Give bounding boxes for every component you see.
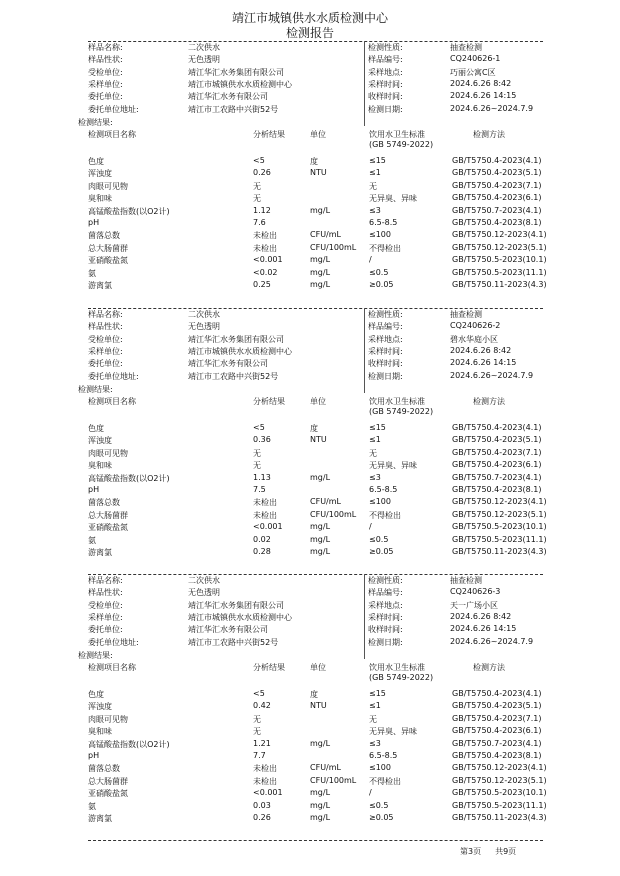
value-inspected-unit: 靖江华汇水务集团有限公司 — [188, 334, 284, 344]
table-row — [88, 230, 547, 242]
column-rule — [364, 574, 365, 659]
value-client-address: 靖江市工农路中兴街52号 — [188, 637, 279, 647]
section-divider — [88, 840, 543, 841]
cell-result: <0.001 — [253, 788, 283, 798]
cell-result: 未检出 — [253, 243, 277, 253]
cell-item-name: 浑浊度 — [88, 702, 112, 712]
label-sample-trait: 样品性状: — [88, 55, 123, 65]
table-row — [88, 546, 547, 559]
col-standard: 饮用水卫生标准 — [369, 663, 425, 672]
label-client-address: 委托单位地址: — [88, 637, 139, 647]
page-number: 第3页 — [460, 847, 482, 856]
value-client-unit: 靖江华汇水务有限公司 — [188, 625, 268, 635]
sample-info — [78, 575, 543, 682]
cell-unit: mg/L — [310, 267, 331, 277]
cell-result: 无 — [253, 727, 261, 737]
cell-standard: ≤3 — [369, 205, 381, 215]
cell-result: <0.001 — [253, 522, 283, 532]
cell-standard: 不得检出 — [369, 776, 401, 786]
table-row — [88, 255, 547, 267]
cell-standard: ≤100 — [369, 763, 391, 773]
value-sampling-time: 2024.6.26 8:42 — [450, 345, 512, 355]
cell-item-name: 肉眼可见物 — [88, 714, 128, 724]
cell-item-name: 菌落总数 — [88, 498, 120, 508]
table-row — [88, 689, 543, 701]
sample-section — [78, 575, 547, 825]
label-receive-time: 收样时间: — [368, 359, 403, 369]
cell-standard: 6.5-8.5 — [369, 217, 398, 227]
cell-method: GB/T5750.4-2023(7.1) — [452, 180, 542, 190]
cell-item-name: 高锰酸盐指数(以O2计) — [88, 206, 170, 216]
col-result: 分析结果 — [253, 397, 285, 406]
table-row — [88, 788, 547, 800]
table-row — [88, 435, 543, 447]
table-row — [88, 181, 543, 193]
cell-unit: CFU/mL — [310, 763, 341, 773]
cell-standard: ≤15 — [369, 689, 386, 698]
cell-standard: 无异臭、异味 — [369, 194, 417, 204]
col-standard-sub: (GB 5749-2022) — [369, 140, 434, 149]
cell-standard: 6.5-8.5 — [369, 484, 398, 494]
cell-item-name: pH — [88, 484, 100, 494]
cell-unit: NTU — [310, 435, 327, 445]
cell-item-name: 色度 — [88, 424, 104, 433]
cell-method: GB/T5750.5-2023(10.1) — [452, 788, 547, 798]
label-client-address: 委托单位地址: — [88, 104, 139, 114]
table-row — [88, 534, 547, 547]
label-client-unit: 委托单位: — [88, 359, 123, 369]
cell-result: 1.13 — [253, 472, 271, 482]
cell-standard: 无 — [369, 714, 377, 724]
value-receive-time: 2024.6.26 14:15 — [450, 358, 517, 368]
value-sampling-time: 2024.6.26 8:42 — [450, 611, 512, 621]
cell-item-name: 臭和味 — [88, 727, 112, 737]
cell-standard: ≤100 — [369, 230, 391, 240]
cell-item-name: 氨 — [88, 535, 96, 545]
value-sample-name: 二次供水 — [188, 310, 220, 319]
cell-item-name: 亚硝酸盐氮 — [88, 256, 128, 266]
value-sampling-location: 碧水华庭小区 — [450, 334, 498, 344]
cell-unit: CFU/100mL — [310, 509, 357, 519]
cell-result: 无 — [253, 461, 261, 471]
label-sample-no: 样品编号: — [368, 588, 403, 598]
cell-unit: NTU — [310, 168, 327, 178]
cell-method: GB/T5750.12-2023(5.1) — [452, 775, 547, 785]
col-standard-sub: (GB 5749-2022) — [369, 407, 434, 416]
cell-standard: ≤0.5 — [369, 800, 389, 810]
label-sample-name: 样品名称: — [88, 43, 123, 52]
column-rule — [364, 308, 365, 393]
cell-item-name: 游离氯 — [88, 280, 112, 290]
label-sample-trait: 样品性状: — [88, 588, 123, 598]
cell-standard: ≥0.05 — [369, 546, 394, 556]
sample-section — [78, 309, 547, 559]
label-sample-name: 样品名称: — [88, 576, 123, 585]
cell-item-name: 肉眼可见物 — [88, 181, 128, 191]
value-sample-no: CQ240626-2 — [450, 321, 501, 331]
label-sampling-time: 采样时间: — [368, 612, 403, 622]
label-sample-name: 样品名称: — [88, 310, 123, 319]
value-test-nature: 抽查检测 — [450, 43, 482, 52]
cell-method: GB/T5750.7-2023(4.1) — [452, 738, 542, 748]
label-test-nature: 检测性质: — [368, 43, 403, 52]
cell-unit: mg/L — [310, 534, 331, 544]
cell-unit: CFU/mL — [310, 230, 341, 240]
cell-result: 0.28 — [253, 546, 271, 556]
cell-unit: 度 — [310, 157, 318, 166]
cell-unit: mg/L — [310, 472, 331, 482]
label-sampling-unit: 采样单位: — [88, 612, 123, 622]
org-title: 靖江市城镇供水水质检测中心 — [231, 11, 388, 25]
label-test-nature: 检测性质: — [368, 576, 403, 585]
cell-result: 无 — [253, 448, 261, 458]
table-row — [88, 763, 547, 775]
cell-standard: ≤3 — [369, 472, 381, 482]
cell-result: 0.25 — [253, 279, 271, 289]
value-client-unit: 靖江华汇水务有限公司 — [188, 92, 268, 102]
cell-standard: 无 — [369, 448, 377, 458]
cell-standard: ≤15 — [369, 156, 386, 165]
label-sampling-unit: 采样单位: — [88, 346, 123, 356]
value-sample-no: CQ240626-1 — [450, 54, 501, 64]
label-sampling-unit: 采样单位: — [88, 79, 123, 89]
table-row — [88, 267, 547, 280]
value-test-nature: 抽查检测 — [450, 310, 482, 319]
cell-item-name: pH — [88, 217, 100, 227]
cell-result: 未检出 — [253, 498, 277, 508]
cell-method: GB/T5750.4-2023(5.1) — [452, 701, 542, 711]
col-method: 检测方法 — [473, 130, 505, 139]
value-sample-name: 二次供水 — [188, 43, 220, 52]
cell-result: 无 — [253, 181, 261, 191]
value-test-date: 2024.6.26~2024.7.9 — [450, 636, 534, 646]
table-row — [88, 497, 547, 509]
cell-method: GB/T5750.11-2023(4.3) — [452, 546, 547, 556]
sample-info — [78, 42, 543, 149]
cell-result: 无 — [253, 194, 261, 204]
cell-unit: CFU/100mL — [310, 242, 357, 252]
cell-standard: ≤0.5 — [369, 267, 389, 277]
value-sampling-unit: 靖江市城镇供水水质检测中心 — [188, 346, 292, 356]
label-inspected-unit: 受检单位: — [88, 600, 123, 610]
cell-standard: ≤100 — [369, 497, 391, 507]
cell-result: 0.03 — [253, 800, 271, 810]
cell-method: GB/T5750.12-2023(4.1) — [452, 763, 547, 773]
table-row — [88, 509, 547, 522]
cell-result: 0.02 — [253, 534, 271, 544]
cell-result: 未检出 — [253, 510, 277, 520]
label-sampling-time: 采样时间: — [368, 79, 403, 89]
table-row — [88, 168, 543, 180]
value-test-date: 2024.6.26~2024.7.9 — [450, 103, 534, 113]
cell-result: <0.001 — [253, 255, 283, 265]
cell-method: GB/T5750.11-2023(4.3) — [452, 812, 547, 822]
cell-standard: 不得检出 — [369, 243, 401, 253]
table-row — [88, 156, 543, 168]
cell-method: GB/T5750.4-2023(8.1) — [452, 750, 542, 760]
cell-item-name: 色度 — [88, 157, 104, 166]
cell-result: <5 — [253, 156, 265, 165]
label-inspected-unit: 受检单位: — [88, 67, 123, 77]
col-unit: 单位 — [310, 663, 326, 672]
label-test-date: 检测日期: — [368, 104, 403, 114]
value-sample-trait: 无色透明 — [188, 588, 220, 598]
table-row — [88, 714, 543, 726]
cell-standard: ≥0.05 — [369, 279, 394, 289]
cell-result: 0.42 — [253, 701, 271, 711]
label-receive-time: 收样时间: — [368, 92, 403, 102]
cell-standard: 6.5-8.5 — [369, 750, 398, 760]
cell-method: GB/T5750.7-2023(4.1) — [452, 472, 542, 482]
cell-unit: 度 — [310, 424, 318, 433]
cell-method: GB/T5750.7-2023(4.1) — [452, 205, 542, 215]
value-sample-trait: 无色透明 — [188, 55, 220, 65]
results-label: 检测结果: — [78, 651, 113, 660]
cell-item-name: 总大肠菌群 — [88, 243, 128, 253]
cell-unit: mg/L — [310, 800, 331, 810]
cell-item-name: 菌落总数 — [88, 231, 120, 241]
cell-method: GB/T5750.12-2023(5.1) — [452, 242, 547, 252]
label-test-nature: 检测性质: — [368, 310, 403, 319]
cell-result: 7.7 — [253, 750, 266, 760]
cell-unit: mg/L — [310, 738, 331, 748]
col-item: 检测项目名称 — [88, 663, 136, 672]
value-client-unit: 靖江华汇水务有限公司 — [188, 359, 268, 369]
column-rule — [364, 41, 365, 126]
cell-result: 1.12 — [253, 205, 271, 215]
cell-item-name: 游离氯 — [88, 813, 112, 823]
label-client-unit: 委托单位: — [88, 92, 123, 102]
cell-standard: ≥0.05 — [369, 812, 394, 822]
table-row — [88, 751, 543, 763]
table-row — [88, 522, 547, 534]
label-test-date: 检测日期: — [368, 637, 403, 647]
cell-result: 0.26 — [253, 168, 271, 178]
label-test-date: 检测日期: — [368, 371, 403, 381]
label-sample-no: 样品编号: — [368, 55, 403, 65]
cell-method: GB/T5750.12-2023(5.1) — [452, 509, 547, 519]
cell-item-name: 菌落总数 — [88, 764, 120, 774]
col-result: 分析结果 — [253, 663, 285, 672]
value-receive-time: 2024.6.26 14:15 — [450, 91, 517, 101]
cell-standard: / — [369, 255, 372, 265]
cell-unit: NTU — [310, 701, 327, 711]
table-row — [88, 423, 543, 435]
cell-standard: 无异臭、异味 — [369, 727, 417, 737]
cell-standard: ≤0.5 — [369, 534, 389, 544]
cell-method: GB/T5750.4-2023(5.1) — [452, 168, 542, 178]
col-item: 检测项目名称 — [88, 130, 136, 139]
cell-unit: mg/L — [310, 546, 331, 556]
col-item: 检测项目名称 — [88, 397, 136, 406]
cell-item-name: 臭和味 — [88, 461, 112, 471]
cell-method: GB/T5750.4-2023(6.1) — [452, 460, 542, 470]
table-row — [88, 739, 543, 751]
table-row — [88, 800, 547, 813]
col-unit: 单位 — [310, 130, 326, 139]
cell-method: GB/T5750.4-2023(4.1) — [452, 423, 542, 432]
cell-method: GB/T5750.4-2023(5.1) — [452, 435, 542, 445]
label-sampling-location: 采样地点: — [368, 334, 403, 344]
label-sample-no: 样品编号: — [368, 322, 403, 332]
table-row — [88, 726, 543, 738]
table-row — [88, 473, 543, 485]
label-sampling-location: 采样地点: — [368, 67, 403, 77]
cell-method: GB/T5750.5-2023(11.1) — [452, 267, 547, 277]
value-test-nature: 抽查检测 — [450, 576, 482, 585]
cell-item-name: 氨 — [88, 268, 96, 278]
cell-result: 1.21 — [253, 738, 271, 748]
value-sample-name: 二次供水 — [188, 576, 220, 585]
cell-unit: mg/L — [310, 522, 331, 532]
cell-method: GB/T5750.12-2023(4.1) — [452, 497, 547, 507]
value-test-date: 2024.6.26~2024.7.9 — [450, 370, 534, 380]
cell-unit: mg/L — [310, 812, 331, 822]
page-footer — [460, 846, 530, 857]
cell-standard: 不得检出 — [369, 510, 401, 520]
label-sample-trait: 样品性状: — [88, 322, 123, 332]
cell-result: 未检出 — [253, 231, 277, 241]
page-total: 共9页 — [495, 847, 517, 856]
cell-standard: ≤1 — [369, 168, 381, 178]
value-sampling-location: 天一广场小区 — [450, 600, 498, 610]
value-inspected-unit: 靖江华汇水务集团有限公司 — [188, 67, 284, 77]
table-row — [88, 279, 547, 292]
cell-result: 7.5 — [253, 484, 266, 494]
table-row — [88, 485, 543, 497]
cell-method: GB/T5750.12-2023(4.1) — [452, 230, 547, 240]
table-row — [88, 460, 543, 472]
value-sampling-location: 巧丽公寓C区 — [450, 67, 496, 77]
cell-item-name: 亚硝酸盐氮 — [88, 523, 128, 533]
cell-method: GB/T5750.4-2023(8.1) — [452, 217, 542, 227]
cell-item-name: 游离氯 — [88, 547, 112, 557]
cell-method: GB/T5750.5-2023(10.1) — [452, 255, 547, 265]
table-row — [88, 701, 543, 713]
cell-method: GB/T5750.4-2023(4.1) — [452, 156, 542, 165]
cell-result: 无 — [253, 714, 261, 724]
col-method: 检测方法 — [473, 397, 505, 406]
cell-method: GB/T5750.4-2023(4.1) — [452, 689, 542, 698]
value-receive-time: 2024.6.26 14:15 — [450, 624, 517, 634]
table-row — [88, 193, 543, 205]
col-method: 检测方法 — [473, 663, 505, 672]
label-client-address: 委托单位地址: — [88, 371, 139, 381]
sample-info — [78, 309, 543, 416]
label-sampling-time: 采样时间: — [368, 346, 403, 356]
cell-item-name: 肉眼可见物 — [88, 448, 128, 458]
cell-method: GB/T5750.4-2023(7.1) — [452, 713, 542, 723]
cell-method: GB/T5750.4-2023(6.1) — [452, 726, 542, 736]
cell-item-name: 臭和味 — [88, 194, 112, 204]
cell-item-name: 亚硝酸盐氮 — [88, 789, 128, 799]
table-row — [88, 218, 543, 230]
col-unit: 单位 — [310, 397, 326, 406]
table-row — [88, 775, 547, 788]
cell-standard: ≤3 — [369, 738, 381, 748]
value-sampling-unit: 靖江市城镇供水水质检测中心 — [188, 79, 292, 89]
report-title: 检测报告 — [285, 26, 334, 40]
cell-unit: mg/L — [310, 279, 331, 289]
cell-result: 0.26 — [253, 812, 271, 822]
label-client-unit: 委托单位: — [88, 625, 123, 635]
col-standard: 饮用水卫生标准 — [369, 397, 425, 406]
col-standard-sub: (GB 5749-2022) — [369, 673, 434, 682]
cell-method: GB/T5750.11-2023(4.3) — [452, 279, 547, 289]
cell-method: GB/T5750.5-2023(11.1) — [452, 800, 547, 810]
cell-result: 0.36 — [253, 435, 271, 445]
col-result: 分析结果 — [253, 130, 285, 139]
cell-item-name: 色度 — [88, 690, 104, 699]
cell-standard: 无异臭、异味 — [369, 461, 417, 471]
table-row — [88, 448, 543, 460]
cell-method: GB/T5750.4-2023(6.1) — [452, 193, 542, 203]
cell-standard: ≤1 — [369, 435, 381, 445]
cell-result: <5 — [253, 689, 265, 698]
cell-result: 7.6 — [253, 217, 266, 227]
cell-item-name: 总大肠菌群 — [88, 510, 128, 520]
cell-item-name: 氨 — [88, 801, 96, 811]
value-sample-trait: 无色透明 — [188, 322, 220, 332]
cell-standard: ≤1 — [369, 701, 381, 711]
cell-unit: CFU/mL — [310, 497, 341, 507]
table-row — [88, 242, 547, 255]
cell-standard: / — [369, 522, 372, 532]
cell-unit: mg/L — [310, 788, 331, 798]
cell-result: <0.02 — [253, 267, 278, 277]
cell-item-name: 浑浊度 — [88, 436, 112, 446]
cell-item-name: 高锰酸盐指数(以O2计) — [88, 473, 170, 483]
value-sampling-time: 2024.6.26 8:42 — [450, 78, 512, 88]
cell-unit: mg/L — [310, 255, 331, 265]
value-client-address: 靖江市工农路中兴街52号 — [188, 371, 279, 381]
value-sample-no: CQ240626-3 — [450, 587, 501, 597]
value-inspected-unit: 靖江华汇水务集团有限公司 — [188, 600, 284, 610]
cell-method: GB/T5750.5-2023(11.1) — [452, 534, 547, 544]
cell-standard: 无 — [369, 181, 377, 191]
cell-item-name: 高锰酸盐指数(以O2计) — [88, 739, 170, 749]
label-inspected-unit: 受检单位: — [88, 334, 123, 344]
cell-unit: mg/L — [310, 205, 331, 215]
cell-unit: CFU/100mL — [310, 775, 357, 785]
label-sampling-location: 采样地点: — [368, 600, 403, 610]
cell-result: 未检出 — [253, 776, 277, 786]
cell-unit: 度 — [310, 690, 318, 699]
cell-method: GB/T5750.4-2023(8.1) — [452, 484, 542, 494]
cell-item-name: 总大肠菌群 — [88, 776, 128, 786]
value-client-address: 靖江市工农路中兴街52号 — [188, 104, 279, 114]
results-label: 检测结果: — [78, 118, 113, 127]
col-standard: 饮用水卫生标准 — [369, 130, 425, 139]
cell-standard: / — [369, 788, 372, 798]
cell-result: 未检出 — [253, 764, 277, 774]
value-sampling-unit: 靖江市城镇供水水质检测中心 — [188, 612, 292, 622]
sample-section — [78, 42, 547, 292]
table-row — [88, 206, 543, 218]
cell-method: GB/T5750.5-2023(10.1) — [452, 522, 547, 532]
results-label: 检测结果: — [78, 385, 113, 394]
cell-method: GB/T5750.4-2023(7.1) — [452, 447, 542, 457]
table-row — [88, 812, 547, 825]
cell-item-name: pH — [88, 750, 100, 760]
cell-result: <5 — [253, 423, 265, 432]
cell-standard: ≤15 — [369, 423, 386, 432]
cell-item-name: 浑浊度 — [88, 169, 112, 179]
label-receive-time: 收样时间: — [368, 625, 403, 635]
